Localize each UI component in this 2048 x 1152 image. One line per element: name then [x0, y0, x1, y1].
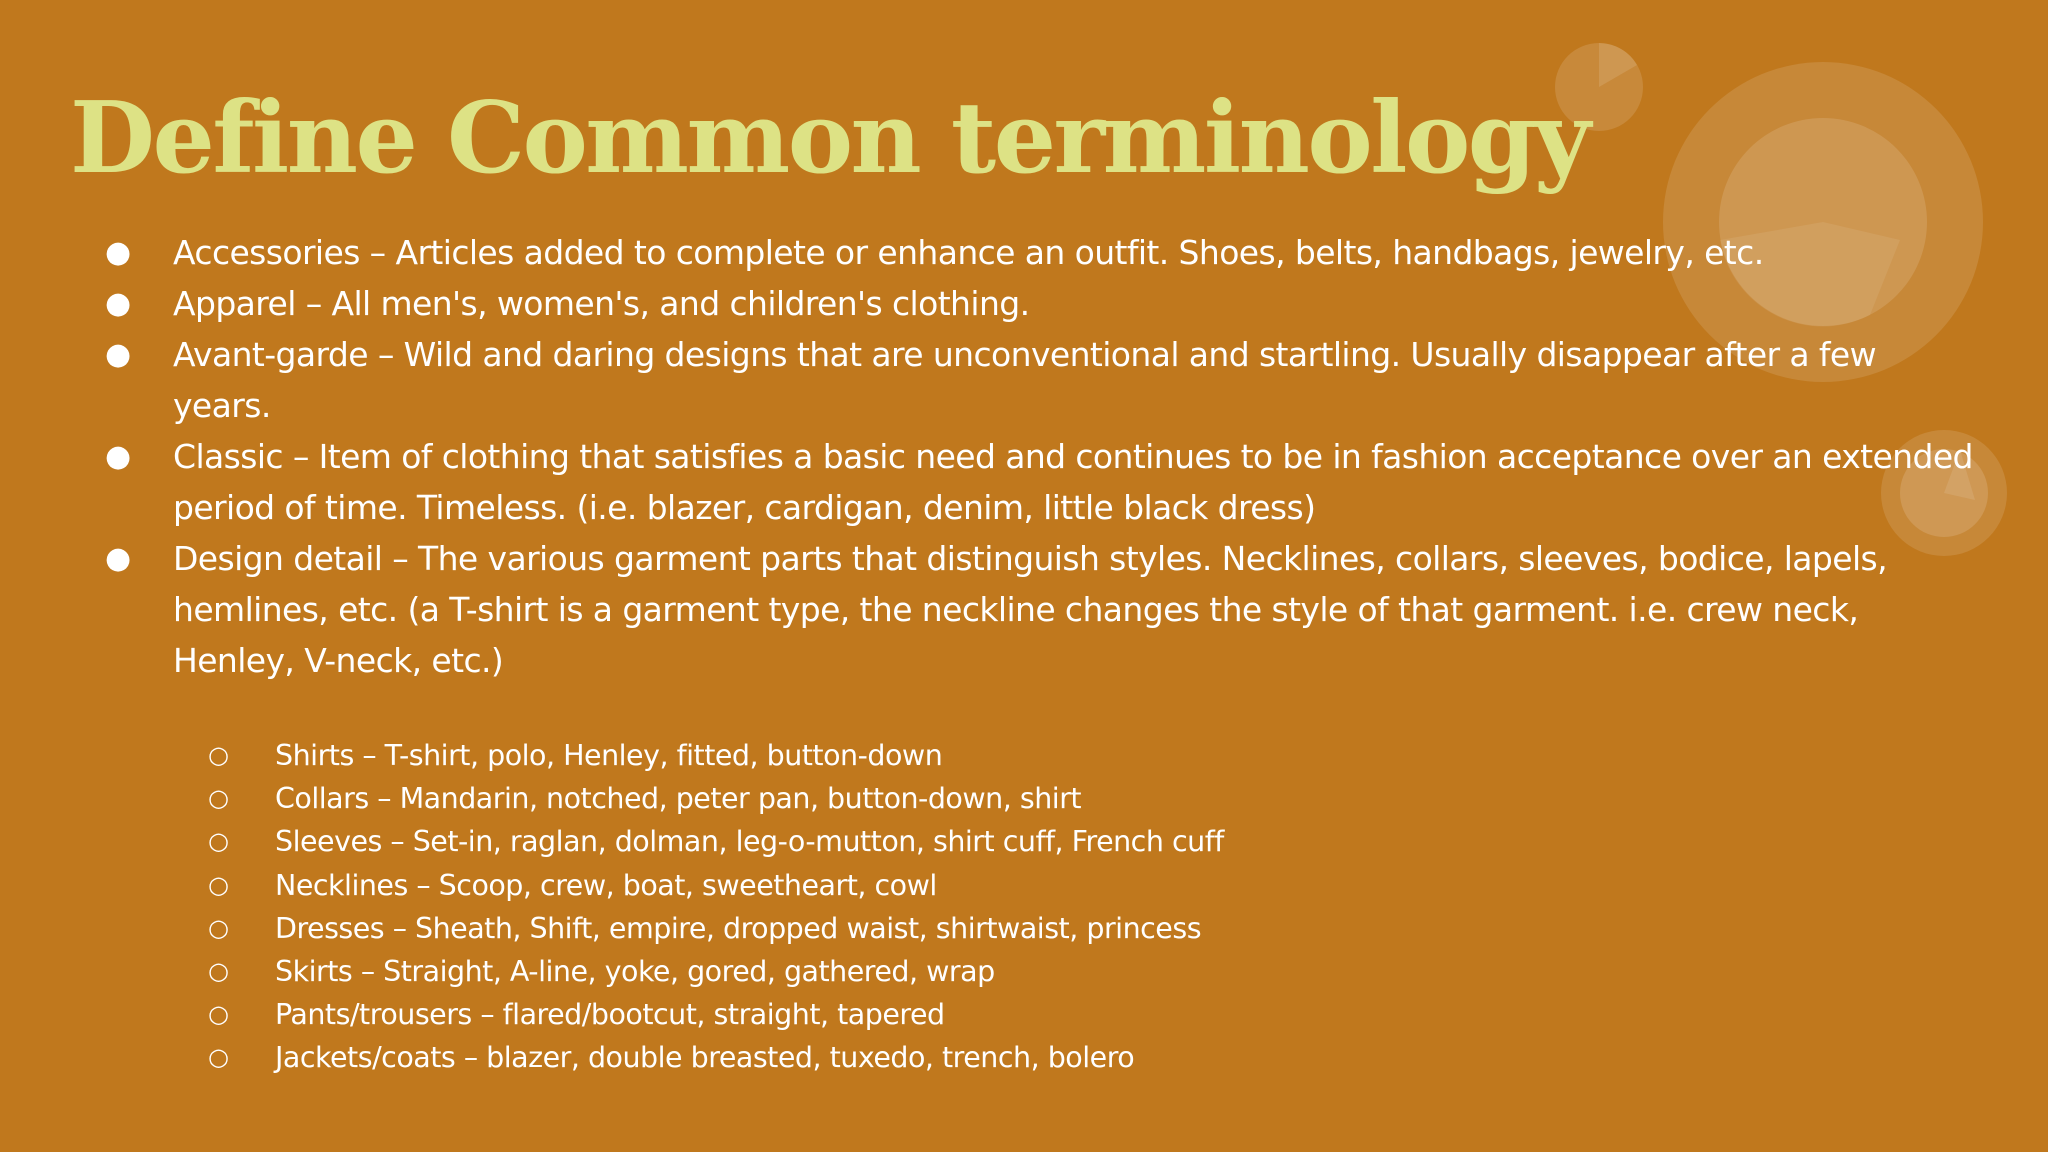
term-text: Accessories – Articles added to complete or enhance an outfit. Shoes, belts, handbags, jewelry, etc. — [173, 233, 1764, 272]
detail-text: Shirts – T-shirt, polo, Henley, fitted, button-down — [275, 739, 943, 772]
detail-dresses — [0, 907, 2048, 950]
detail-jackets-coats — [0, 1036, 2048, 1079]
detail-text: Skirts – Straight, A-line, yoke, gored, gathered, wrap — [275, 955, 995, 989]
term-avant-garde — [0, 329, 2013, 431]
terminology-list — [0, 227, 2048, 686]
detail-text: Pants/trousers – flared/bootcut, straight, tapered — [275, 998, 945, 1032]
term-text: Avant-garde – Wild and daring designs that are unconventional and startling. Usually disappear after a few years. — [173, 335, 1877, 425]
bullet-circle-icon: ○ — [208, 1000, 229, 1029]
term-text: Design detail – The various garment parts that distinguish styles. Necklines, collars, sleeves, bodice, lapels, hemlines, etc. (a T-shirt is a garment type, the neckline changes the style of that garment. i.e. crew neck, Henley, V-neck, etc.) — [173, 539, 1888, 680]
term-accessories — [0, 227, 2013, 278]
bullet-circle-icon: ○ — [208, 784, 229, 813]
detail-text: Jackets/coats – blazer, double breasted, tuxedo, trench, bolero — [275, 1041, 1135, 1075]
bullet-circle-icon: ○ — [208, 1043, 229, 1072]
detail-text: Sleeves – Set-in, raglan, dolman, leg-o-mutton, shirt cuff, French cuff — [275, 825, 1224, 859]
bullet-dot-icon: ● — [105, 439, 131, 474]
detail-collars — [0, 777, 2048, 820]
detail-text: Necklines – Scoop, crew, boat, sweetheart, cowl — [275, 868, 937, 902]
bullet-circle-icon: ○ — [208, 913, 229, 942]
detail-pants-trousers — [0, 993, 2048, 1036]
slide-title: Define Common terminology — [70, 81, 1589, 196]
bullet-circle-icon: ○ — [208, 870, 229, 899]
term-text: Apparel – All men's, women's, and children's clothing. — [173, 284, 1030, 323]
term-apparel — [0, 278, 2013, 329]
detail-shirts — [0, 734, 2048, 777]
detail-skirts — [0, 950, 2048, 993]
bullet-circle-icon: ○ — [208, 957, 229, 986]
bullet-dot-icon: ● — [105, 337, 131, 372]
bullet-dot-icon: ● — [105, 541, 131, 576]
detail-text: Collars – Mandarin, notched, peter pan, button-down, shirt — [275, 782, 1082, 816]
detail-sleeves — [0, 820, 2048, 863]
bullet-circle-icon: ○ — [208, 741, 229, 769]
bullet-dot-icon: ● — [105, 286, 131, 321]
bullet-circle-icon: ○ — [208, 827, 229, 856]
detail-text: Dresses – Sheath, Shift, empire, dropped waist, shirtwaist, princess — [275, 911, 1202, 945]
term-text: Classic – Item of clothing that satisfies a basic need and continues to be in fashion acceptance over an extended period of time. Timeless. (i.e. blazer, cardigan, denim, little black dress) — [173, 437, 1973, 527]
detail-necklines — [0, 864, 2048, 907]
design-detail-sublist — [0, 734, 2048, 1080]
bullet-dot-icon: ● — [105, 235, 131, 270]
term-design-detail — [0, 533, 2013, 686]
term-classic — [0, 431, 2013, 533]
